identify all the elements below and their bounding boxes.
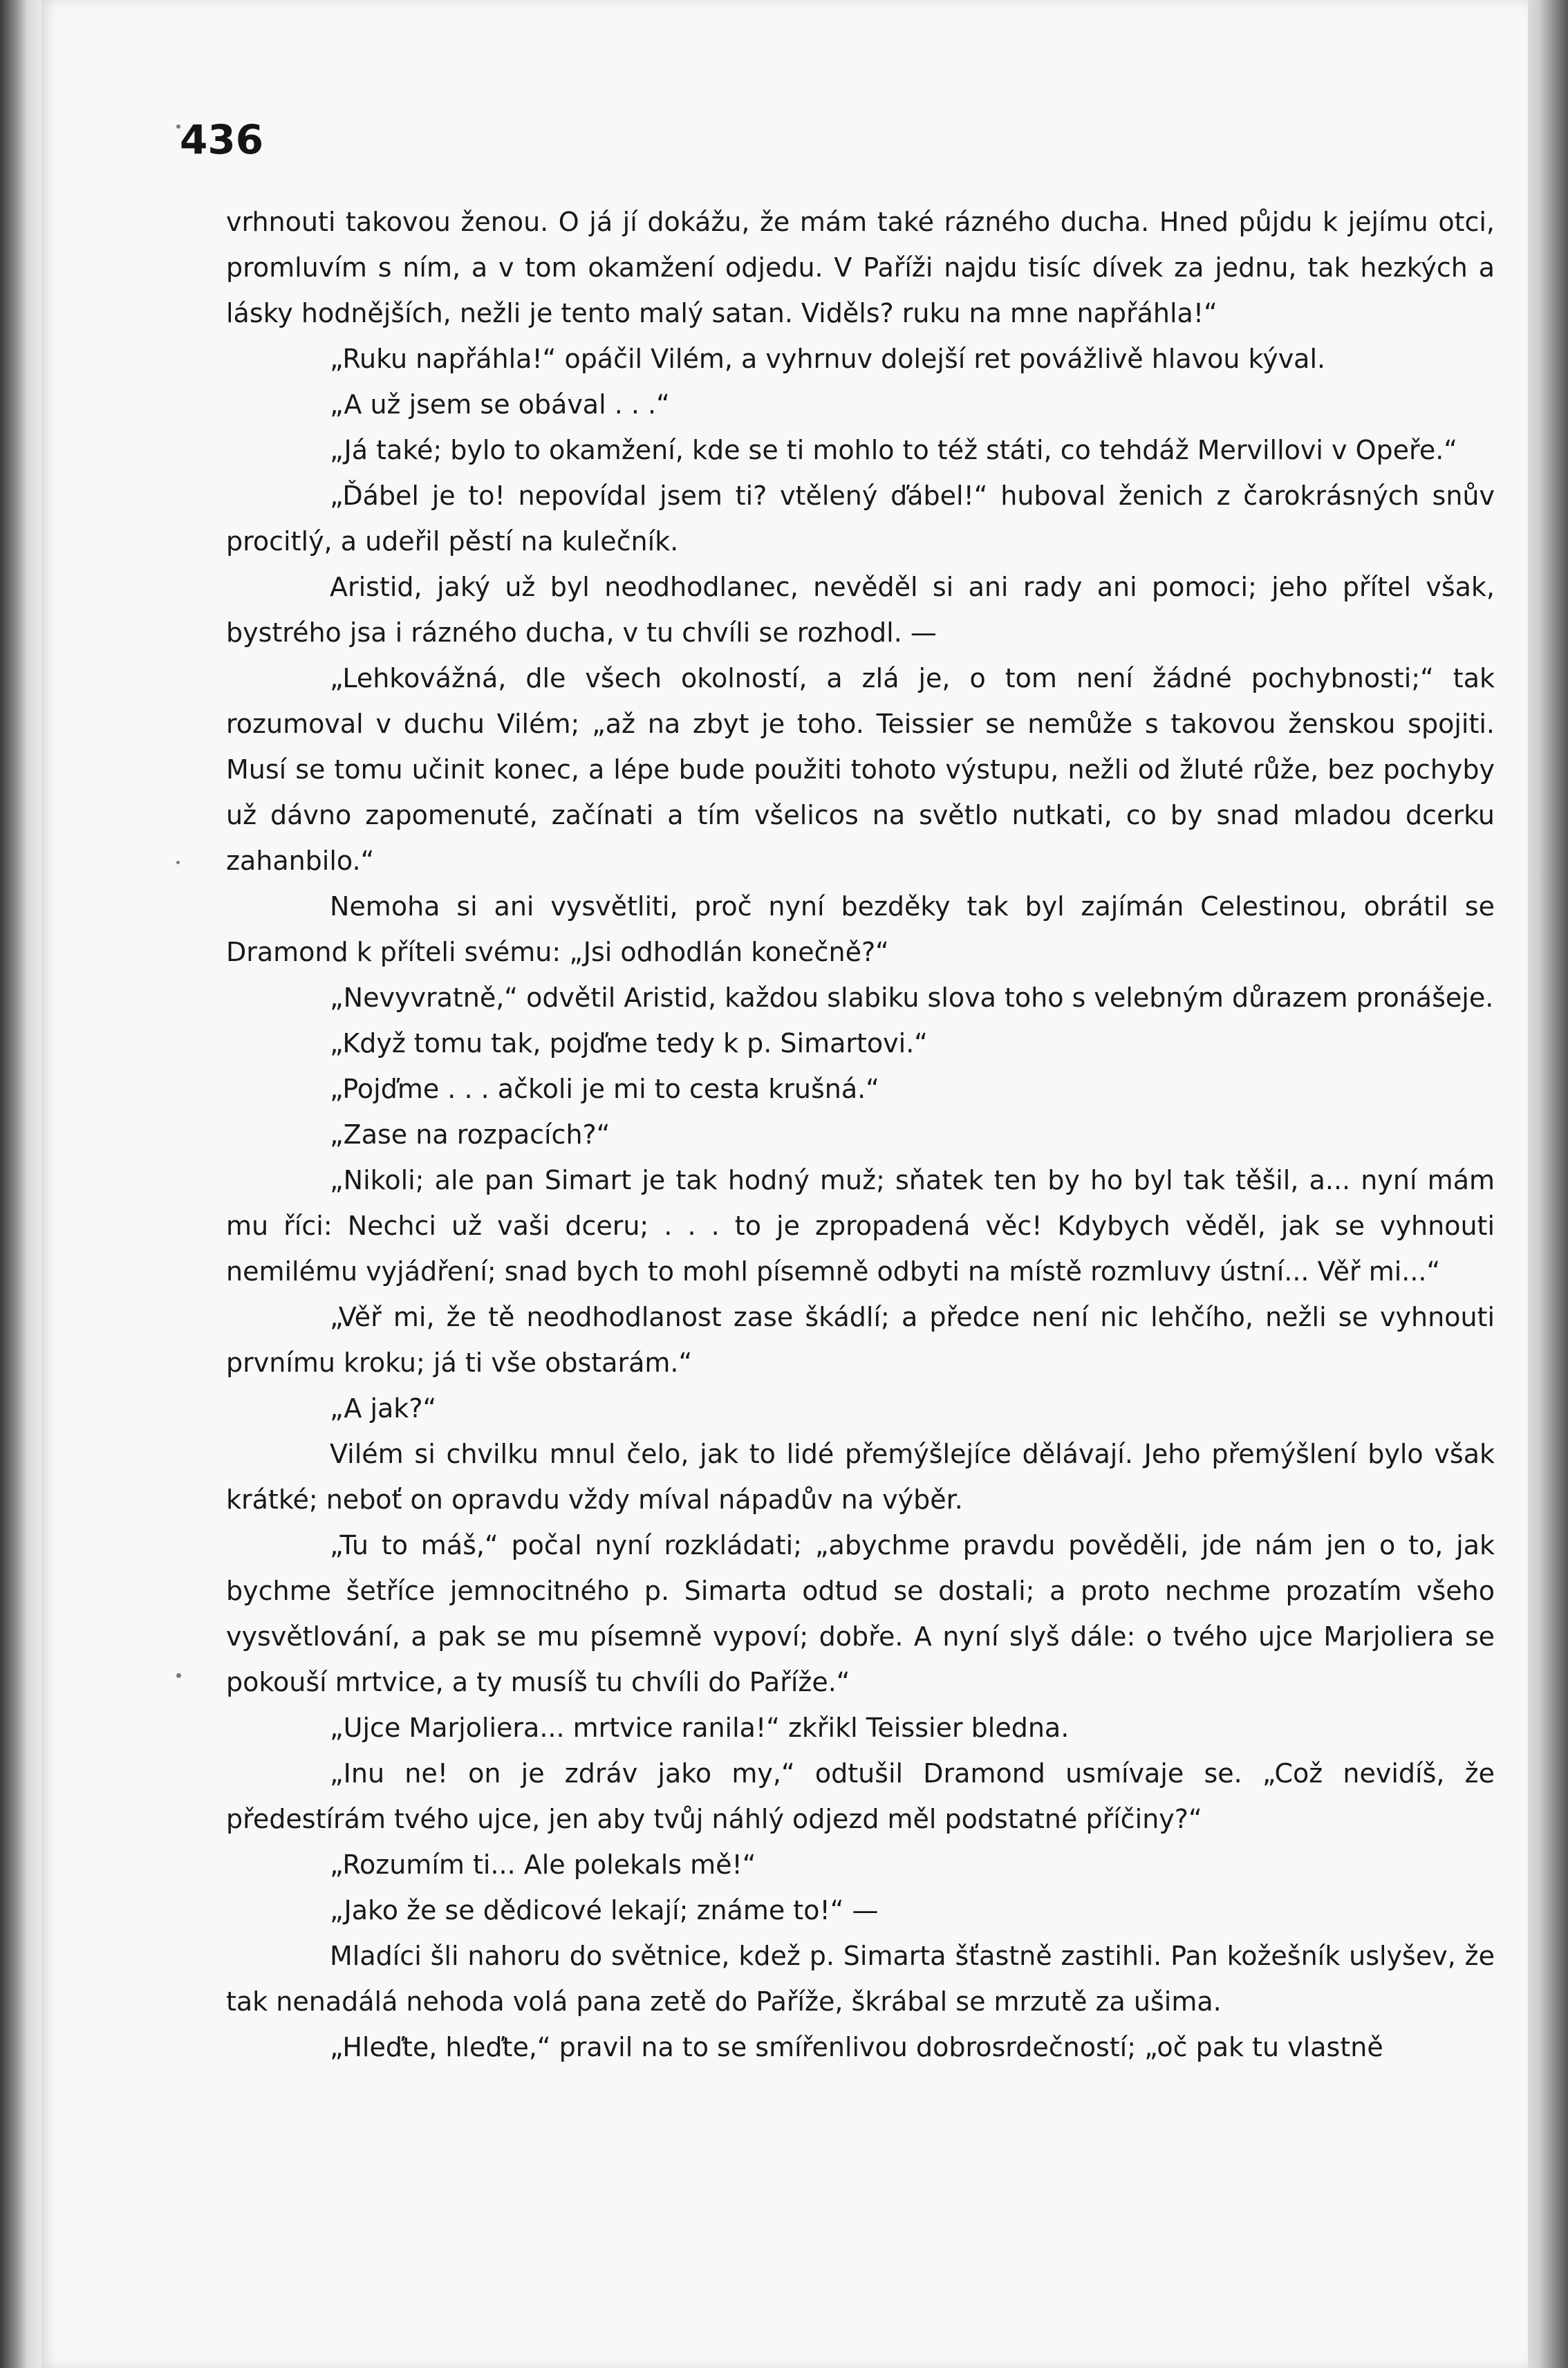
paragraph: „Ujce Marjoliera... mrtvice ranila!“ zkřikl Teissier bledna. [330, 1713, 1070, 1743]
paragraph: „A jak?“ [330, 1393, 437, 1424]
paragraph: „Jako že se dědicové lekají; známe to!“ — [330, 1895, 879, 1926]
paragraph: „Lehkovážná, dle všech okolností, a zlá je, o tom není žádné pochybnosti;“ tak rozumoval v duchu Vilém; „až na zbyt je toho. Teissier se nemůže s takovou ženskou spojiti. Musí se tomu učinit konec, a lépe bude použiti tohoto výstupu, nežli od žluté růže, bez pochyby už dávno zapomenuté, začínati a tím všelicos na světlo nutkati, co by snad mladou dcerku zahanbilo.“ [226, 663, 1495, 876]
paper-speck [176, 1673, 181, 1678]
paragraph: „Když tomu tak, pojďme tedy k p. Simartovi.“ [330, 1028, 928, 1059]
page-text [226, 199, 1495, 2070]
paragraph: „Nikoli; ale pan Simart je tak hodný muž; sňatek ten by ho byl tak těšil, a... nyní mám mu říci: Nechci už vaši dceru; . . . to je zpropadená věc! Kdybych věděl, jak se vyhnouti nemilému vyjádření; snad bych to mohl písemně odbyti na místě rozmluvy ústní... Věř mi...“ [226, 1165, 1495, 1287]
paragraph: „Tu to máš,“ počal nyní rozkládati; „abychme pravdu pověděli, jde nám jen o to, jak bychme šetříce jemnocitného p. Simarta odtud se dostali; a proto nechme prozatím všeho vysvětlování, a pak se mu písemně vypoví; dobře. A nyní slyš dále: o tvého ujce Marjoliera se pokouší mrtvice, a ty musíš tu chvíli do Paříže.“ [226, 1530, 1495, 1697]
paragraph: Aristid, jaký už byl neodhodlanec, nevěděl si ani rady ani pomoci; jeho přítel však, bystrého jsa i rázného ducha, v tu chvíli se rozhodl. — [226, 572, 1495, 648]
paragraph: vrhnouti takovou ženou. O já jí dokážu, že mám také rázného ducha. Hned půjdu k jejímu otci, promluvím s ním, a v tom okamžení odjedu. V Paříži najdu tisíc dívek za jednu, tak hezkých a lásky hodnějších, nežli je tento malý satan. Viděls? ruku na mne napřáhla!“ [226, 207, 1495, 328]
paragraph: „Rozumím ti... Ale polekals mě!“ [330, 1849, 756, 1880]
paragraph: „Zase na rozpacích?“ [330, 1119, 610, 1150]
paragraph: Mladíci šli nahoru do světnice, kdež p. Simarta šťastně zastihli. Pan kožešník uslyšev, že tak nenadálá nehoda volá pana zetě do Paříže, škrábal se mrzutě za ušima. [226, 1941, 1495, 2017]
paragraph: „Inu ne! on je zdráv jako my,“ odtušil Dramond usmívaje se. „Což nevidíš, že předestírám tvého ujce, jen aby tvůj náhlý odjezd měl podstatné příčiny?“ [226, 1758, 1495, 1834]
paragraph: „Já také; bylo to okamžení, kde se ti mohlo to též státi, co tehdáž Mervillovi v Opeře.“ [330, 435, 1457, 465]
paragraph: „Hleďte, hleďte,“ pravil na to se smířenlivou dobrosrdečností; „oč pak tu vlastně [330, 2032, 1383, 2062]
page-number: 436 [180, 116, 264, 163]
paragraph: „Věř mi, že tě neodhodlanost zase škádlí; a předce není nic lehčího, nežli se vyhnouti prvnímu kroku; já ti vše obstarám.“ [226, 1302, 1495, 1378]
paragraph: „Ďábel je to! nepovídal jsem ti? vtělený ďábel!“ huboval ženich z čarokrásných snův procitlý, a udeřil pěstí na kulečník. [226, 481, 1495, 557]
paragraph: Vilém si chvilku mnul čelo, jak to lidé přemýšlejíce dělávají. Jeho přemýšlení bylo však krátké; neboť on opravdu vždy míval nápadův na výběr. [226, 1439, 1495, 1515]
paragraph: „A už jsem se obával . . .“ [330, 389, 670, 420]
paper-speck [176, 861, 180, 864]
paragraph: „Ruku napřáhla!“ opáčil Vilém, a vyhrnuv dolejší ret povážlivě hlavou kýval. [330, 344, 1326, 374]
paragraph: Nemoha si ani vysvětliti, proč nyní bezděky tak byl zajímán Celestinou, obrátil se Dramond k příteli svému: „Jsi odhodlán konečně?“ [226, 891, 1495, 967]
paragraph: „Pojďme . . . ačkoli je mi to cesta krušná.“ [330, 1074, 879, 1104]
paragraph: „Nevyvratně,“ odvětil Aristid, každou slabiku slova toho s velebným důrazem pronášeje. [330, 982, 1494, 1013]
